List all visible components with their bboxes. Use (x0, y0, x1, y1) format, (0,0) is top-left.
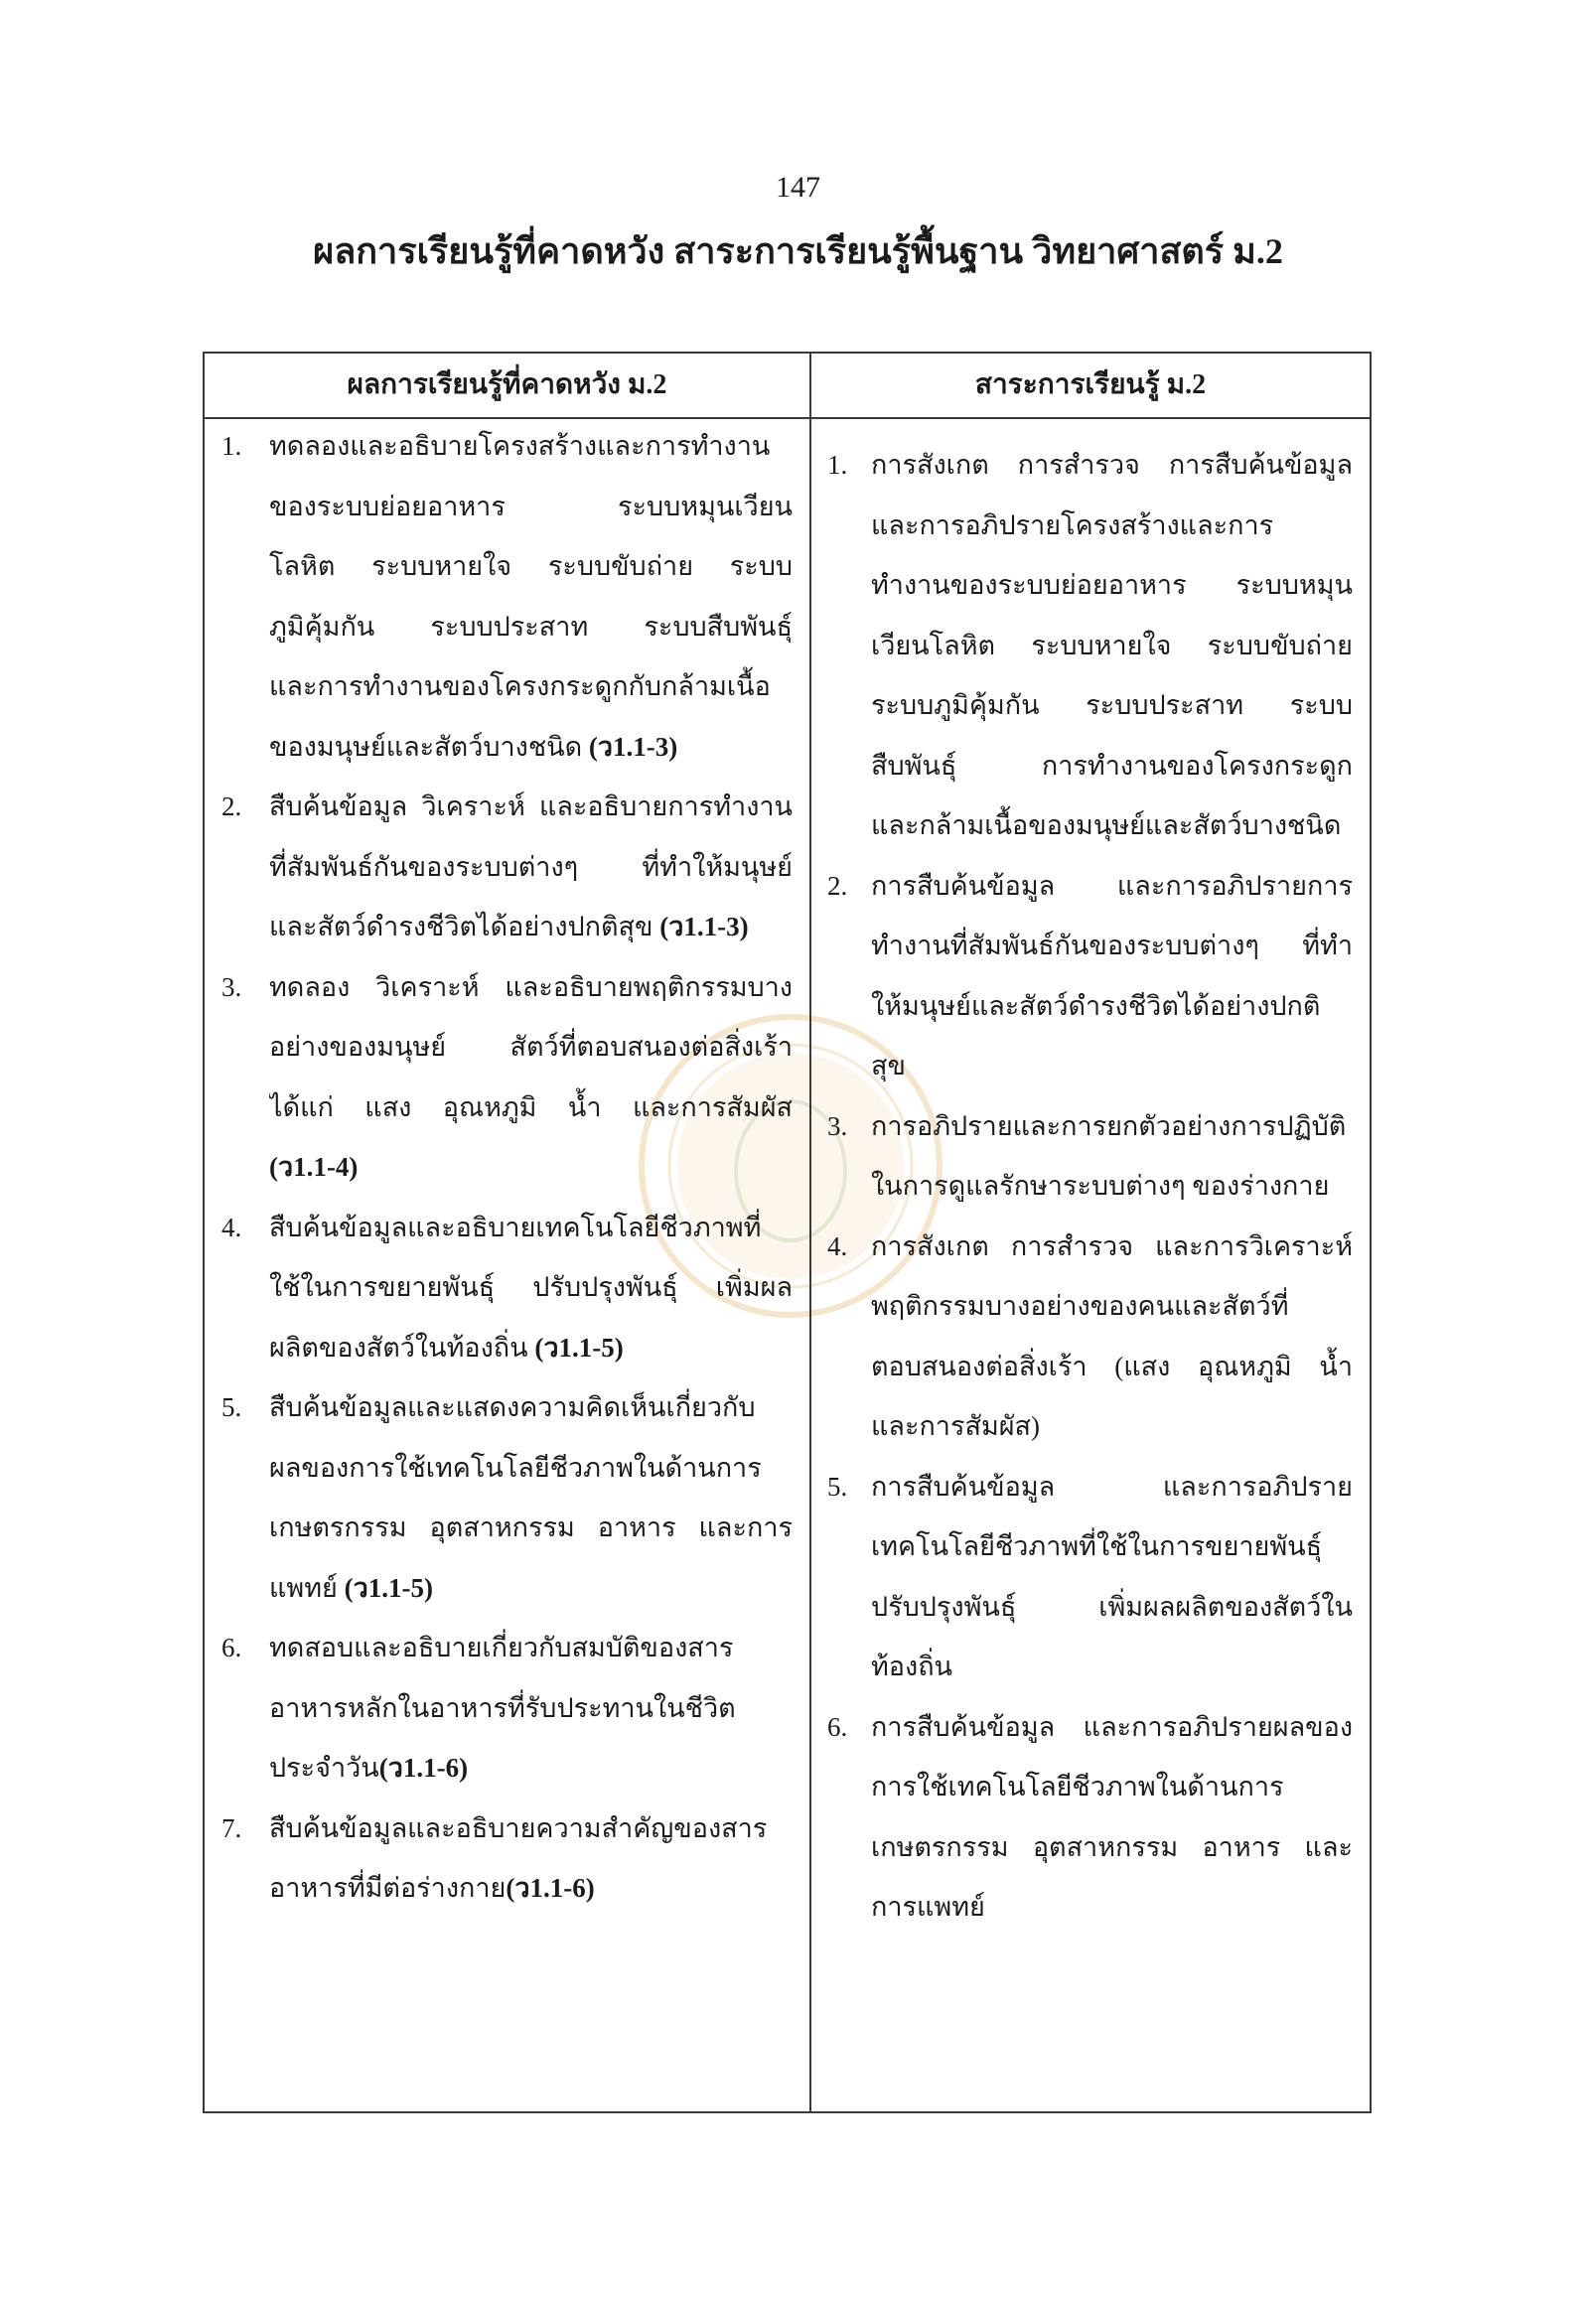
item-line: ระบบภูมิคุ้มกัน ระบบประสาท ระบบ (871, 690, 1353, 720)
content-item (827, 856, 1353, 1096)
item-line-text: ประจำวัน (269, 1753, 379, 1783)
item-line: เกษตรกรรม อุตสาหกรรม อาหาร และ (871, 1831, 1353, 1862)
outcome-item (221, 416, 793, 777)
outcome-item (221, 777, 793, 957)
item-number: 4. (827, 1230, 848, 1261)
page-title: ผลการเรียนรู้ที่คาดหวัง สาระการเรียนรู้พื้นฐาน วิทยาศาสตร์ ม.2 (313, 231, 1283, 271)
item-line: เทคโนโลยีชีวภาพที่ใช้ในการขยายพันธุ์ (871, 1531, 1323, 1561)
content-item (827, 1697, 1353, 1938)
item-line (269, 897, 793, 957)
item-line: การใช้เทคโนโลยีชีวภาพในด้านการ (871, 1772, 1284, 1801)
content-item (827, 435, 1353, 856)
item-line: ปรับปรุงพันธุ์ เพิ่มผลผลิตของสัตว์ใน (871, 1591, 1353, 1622)
item-number: 3. (827, 1110, 848, 1141)
item-line: ทำงานที่สัมพันธ์กันของระบบต่างๆ ที่ทำ (871, 931, 1353, 960)
indicator-code: (ว1.1-3) (659, 912, 749, 941)
item-line: การสืบค้นข้อมูล และการอภิปรายการ (871, 870, 1353, 901)
item-line: สุข (871, 1051, 906, 1080)
learning-content-column (827, 435, 1353, 1938)
item-line: ทดลองและอธิบายโครงสร้างและการทำงาน (269, 431, 771, 461)
item-number: 4. (221, 1212, 242, 1242)
item-line: สืบค้นข้อมูลและแสดงความคิดเห็นเกี่ยวกับ (269, 1392, 756, 1422)
item-line: ได้แก่ แสง อุณหภูมิ น้ำ และการสัมผัส (269, 1091, 793, 1122)
indicator-code: (ว1.1-5) (344, 1572, 433, 1603)
content-item (827, 1217, 1353, 1457)
item-line: และกล้ามเนื้อของมนุษย์และสัตว์บางชนิด (871, 810, 1342, 840)
item-number: 6. (221, 1633, 242, 1662)
item-number: 6. (827, 1711, 848, 1742)
content-item (827, 1457, 1353, 1697)
item-line (269, 1738, 793, 1799)
item-line: ทดสอบและอธิบายเกี่ยวกับสมบัติของสาร (269, 1633, 734, 1662)
page-number: 147 (776, 171, 820, 204)
content-item (827, 1096, 1353, 1217)
item-line: ใช้ในการขยายพันธุ์ ปรับปรุงพันธุ์ เพิ่มผล (269, 1272, 793, 1302)
item-line: การสืบค้นข้อมูล และการอภิปรายผลของ (871, 1711, 1353, 1742)
outcome-item (221, 1198, 793, 1378)
item-number: 1. (221, 431, 242, 461)
item-line: การสังเกต การสำรวจ การสืบค้นข้อมูล (871, 450, 1353, 480)
header-expected-outcomes: ผลการเรียนรู้ที่คาดหวัง ม.2 (347, 369, 667, 400)
item-line: ให้มนุษย์และสัตว์ดำรงชีวิตได้อย่างปกติ (871, 990, 1321, 1021)
expected-outcomes-column (221, 416, 793, 1919)
item-line (269, 1558, 793, 1619)
outcome-item (221, 957, 793, 1198)
item-number: 5. (827, 1471, 848, 1502)
item-line (269, 717, 793, 778)
item-line: และการอภิปรายโครงสร้างและการ (871, 509, 1274, 540)
indicator-code: (ว1.1-3) (588, 731, 678, 762)
item-line: ในการดูแลรักษาระบบต่างๆ ของร่างกาย (871, 1171, 1330, 1201)
item-line: ผลของการใช้เทคโนโลยีชีวภาพในด้านการ (269, 1452, 762, 1483)
indicator-code: (ว1.1-5) (534, 1332, 624, 1363)
column-divider (809, 354, 811, 2111)
item-line (269, 1137, 793, 1198)
item-line: ที่สัมพันธ์กันของระบบต่างๆ ที่ทำให้มนุษย์ (269, 851, 793, 882)
item-line: การแพทย์ (871, 1892, 985, 1922)
item-line: ของระบบย่อยอาหาร ระบบหมุนเวียน (269, 491, 793, 521)
item-line (269, 1858, 793, 1919)
item-line: อาหารหลักในอาหารที่รับประทานในชีวิต (269, 1692, 736, 1723)
outcome-item (221, 1799, 793, 1919)
indicator-code: (ว1.1-6) (378, 1753, 469, 1783)
item-number: 3. (221, 971, 242, 1002)
item-line: การสืบค้นข้อมูล และการอภิปราย (871, 1471, 1353, 1502)
item-line: สืบค้นข้อมูลและอธิบายเทคโนโลยีชีวภาพที่ (269, 1212, 762, 1242)
item-line: สืบค้นข้อมูล วิเคราะห์ และอธิบายการทำงาน (269, 792, 793, 821)
item-line: อย่างของมนุษย์ สัตว์ที่ตอบสนองต่อสิ่งเร้า (269, 1032, 793, 1062)
item-line: ทำงานของระบบย่อยอาหาร ระบบหมุน (871, 570, 1353, 600)
item-line: ภูมิคุ้มกัน ระบบประสาท ระบบสืบพันธุ์ (269, 611, 793, 642)
item-line-text: แพทย์ (269, 1572, 345, 1603)
item-number: 5. (221, 1392, 242, 1422)
outcomes-table (203, 352, 1372, 2113)
item-line: สืบพันธุ์ การทำงานของโครงกระดูก (871, 750, 1353, 781)
item-number: 7. (221, 1812, 242, 1843)
item-number: 1. (827, 450, 848, 480)
item-line (269, 1318, 793, 1378)
item-line: การสังเกต การสำรวจ และการวิเคราะห์ (871, 1230, 1353, 1261)
item-line: ทดลอง วิเคราะห์ และอธิบายพฤติกรรมบาง (269, 971, 793, 1002)
item-line: ตอบสนองต่อสิ่งเร้า (แสง อุณหภูมิ น้ำ (871, 1351, 1353, 1381)
item-line: พฤติกรรมบางอย่างของคนและสัตว์ที่ (871, 1291, 1289, 1321)
item-line: การอภิปรายและการยกตัวอย่างการปฏิบัติ (871, 1110, 1347, 1141)
item-line-text: และสัตว์ดำรงชีวิตได้อย่างปกติสุข (269, 912, 660, 941)
indicator-code: (ว1.1-6) (506, 1873, 595, 1903)
item-line: โลหิต ระบบหายใจ ระบบขับถ่าย ระบบ (269, 551, 793, 581)
table-header-row (205, 354, 1370, 419)
item-line: สืบค้นข้อมูลและอธิบายความสำคัญของสาร (269, 1812, 768, 1843)
outcome-item (221, 1377, 793, 1618)
item-line: เวียนโลหิต ระบบหายใจ ระบบขับถ่าย (871, 630, 1353, 660)
item-line-text: ผลิตของสัตว์ในท้องถิ่น (269, 1332, 535, 1363)
outcome-item (221, 1618, 793, 1799)
header-learning-content: สาระการเรียนรู้ ม.2 (974, 369, 1207, 400)
item-number: 2. (221, 792, 242, 821)
item-line: เกษตรกรรม อุตสาหกรรม อาหาร และการ (269, 1512, 793, 1542)
item-line: และการสัมผัส) (871, 1411, 1041, 1441)
item-line-text: อาหารที่มีต่อร่างกาย (269, 1873, 507, 1903)
item-number: 2. (827, 870, 848, 901)
item-line: ท้องถิ่น (871, 1652, 953, 1681)
indicator-code: (ว1.1-4) (269, 1152, 359, 1182)
item-line: และการทำงานของโครงกระดูกกับกล้ามเนื้อ (269, 671, 771, 701)
item-line-text: ของมนุษย์และสัตว์บางชนิด (269, 731, 589, 762)
